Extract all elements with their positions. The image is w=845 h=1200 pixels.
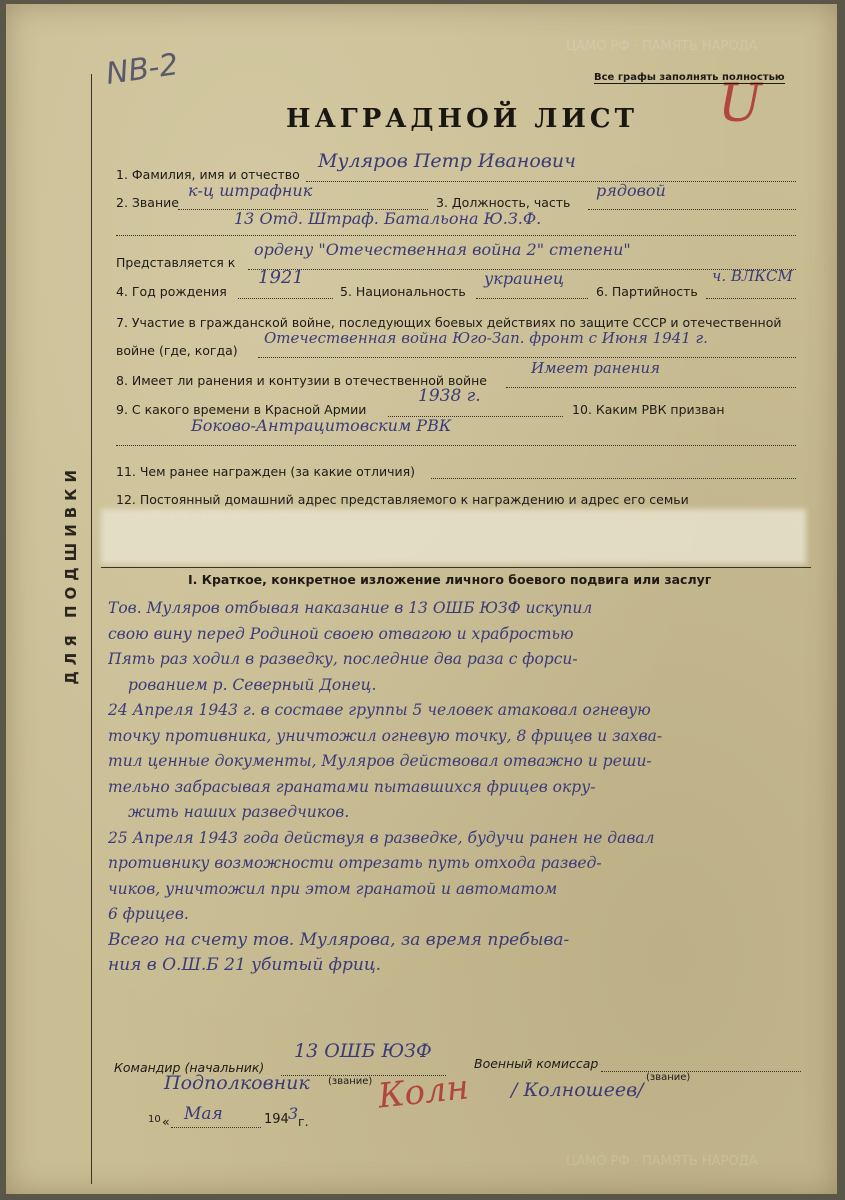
field-nationality-line: [476, 297, 588, 299]
field-nationality-value: украинец: [484, 269, 565, 288]
field-address-label: 12. Постоянный домашний адрес представляемого к награждению и адрес его семьи: [116, 492, 689, 507]
narrative-line: рованием р. Северный Донец.: [128, 675, 377, 694]
field-name-label: 1. Фамилия, имя и отчество: [116, 167, 300, 182]
field-participation-line: [258, 356, 796, 358]
narrative-line: 6 фрицев.: [108, 905, 189, 923]
field-nationality-label: 5. Национальность: [340, 284, 466, 299]
narrative-line: противнику возможности отрезать путь отхода развед-: [108, 854, 602, 872]
date-g: г.: [298, 1114, 309, 1129]
field-rank-label: 2. Звание: [116, 195, 179, 210]
watermark: ЦАМО РФ · ПАМЯТЬ НАРОДА: [566, 39, 758, 54]
narrative-line: 25 Апреля 1943 года действуя в разведке, будучи ранен не давал: [108, 828, 655, 847]
field-name-value: Муляров Петр Иванович: [318, 150, 576, 172]
narrative-line: тельно забрасывая гранатами пытавшихся фрицев окру-: [108, 777, 596, 796]
document-title: НАГРАДНОЙ ЛИСТ: [286, 104, 638, 134]
narrative-line: Пять раз ходил в разведку, последние два раза с форси-: [108, 650, 578, 668]
award-sheet: [6, 4, 837, 1194]
date-open-quote: «: [162, 1114, 170, 1129]
field-rvk-line: [116, 444, 796, 446]
field-presented-label: Представляется к: [116, 255, 236, 270]
field-rvk-label: 10. Каким РВК призван: [572, 402, 725, 417]
field-participation-label-2: войне (где, когда): [116, 343, 238, 358]
field-wounds-value: Имеет ранения: [531, 359, 661, 377]
commissar-line: [601, 1070, 801, 1072]
field-prior-awards-line: [431, 477, 796, 479]
section-title: I. Краткое, конкретное изложение личного боевого подвига или заслуг: [188, 572, 712, 587]
field-position-line: [588, 208, 796, 210]
binding-margin-label: ДЛЯ ПОДШИВКИ: [62, 464, 80, 685]
binding-margin-line: [91, 74, 92, 1184]
field-name-line: [306, 180, 796, 182]
field-position-label: 3. Должность, часть: [436, 195, 571, 210]
field-birthyear-value: 1921: [258, 267, 304, 288]
narrative-line: свою вину перед Родиной своею отвагою и храбростью: [108, 624, 574, 643]
pencil-corner-note: NB-2: [103, 47, 181, 92]
watermark: ЦАМО РФ · ПАМЯТЬ НАРОДА: [566, 1154, 758, 1169]
date-day: 10: [148, 1114, 161, 1125]
narrative-line: точку противника, уничтожил огневую точку, 8 фрицев и захва-: [108, 726, 663, 745]
commissar-rank-hint: (звание): [646, 1072, 691, 1083]
signer-name: / Колношеев/: [511, 1079, 644, 1101]
narrative-line: тил ценные документы, Муляров действовал отважно и реши-: [108, 752, 652, 770]
field-party-value: ч. ВЛКСМ: [712, 267, 793, 285]
commander-label: Командир (начальник): [114, 1060, 265, 1075]
field-birthyear-line: [238, 297, 333, 299]
field-rank-value: к-ц штрафник: [188, 181, 313, 200]
commissar-label: Военный комиссар: [474, 1056, 599, 1071]
field-party-label: 6. Партийность: [596, 284, 698, 299]
narrative-line: жить наших разведчиков.: [128, 803, 350, 821]
narrative-line: Тов. Муляров отбывая наказание в 13 ОШБ ЮЗФ искупил: [108, 599, 593, 617]
field-prior-awards-label: 11. Чем ранее награжден (за какие отличия): [116, 464, 416, 479]
field-wounds-line: [506, 386, 796, 388]
date-month-line: [171, 1126, 261, 1128]
narrative-line: чиков, уничтожил при этом гранатой и автоматом: [108, 879, 558, 898]
field-position-value: рядовой: [596, 181, 666, 200]
field-rvk-value: Боково-Антрацитовским РВК: [191, 416, 452, 435]
field-wounds-label: 8. Имеет ли ранения и контузии в отечественной войне: [116, 373, 488, 388]
field-army-since-value: 1938 г.: [418, 386, 481, 406]
field-unit-value: 13 Отд. Штраф. Батальона Ю.З.Ф.: [234, 209, 542, 228]
date-year-suffix: 3: [288, 1104, 299, 1123]
red-corner-mark: U: [718, 74, 762, 134]
field-participation-value: Отечественная война Юго-Зап. фронт с Июня 1941 г.: [264, 329, 708, 347]
field-party-line: [706, 297, 796, 299]
field-presented-value: ордену "Отечественная война 2" степени": [254, 240, 631, 259]
address-redaction: [101, 509, 806, 564]
date-month: Мая: [184, 1104, 223, 1124]
narrative-line: 24 Апреля 1943 г. в составе группы 5 человек атаковал огневую: [108, 701, 651, 719]
section-top-line: [101, 566, 811, 568]
field-army-since-label: 9. С какого времени в Красной Армии: [116, 402, 367, 417]
commander-rank-hint: (звание): [328, 1076, 373, 1087]
narrative: [108, 596, 833, 979]
fill-all-fields-note: Все графы заполнять полностью: [594, 72, 785, 83]
field-birthyear-label: 4. Год рождения: [116, 284, 227, 299]
field-unit-line: [116, 234, 796, 236]
field-participation-label: 7. Участие в гражданской войне, последующих боевых действиях по защите СССР и отечественной: [116, 315, 782, 330]
narrative-line: Всего на счету тов. Мулярова, за время пребыва-: [108, 929, 570, 950]
commander-rank: Подполковник: [164, 1072, 310, 1094]
narrative-line: ния в О.Ш.Б 21 убитый фриц.: [108, 955, 382, 975]
date-year: 194: [264, 1112, 289, 1127]
commander-signature: Колн: [376, 1067, 471, 1117]
commander-unit: 13 ОШБ ЮЗФ: [294, 1040, 432, 1062]
